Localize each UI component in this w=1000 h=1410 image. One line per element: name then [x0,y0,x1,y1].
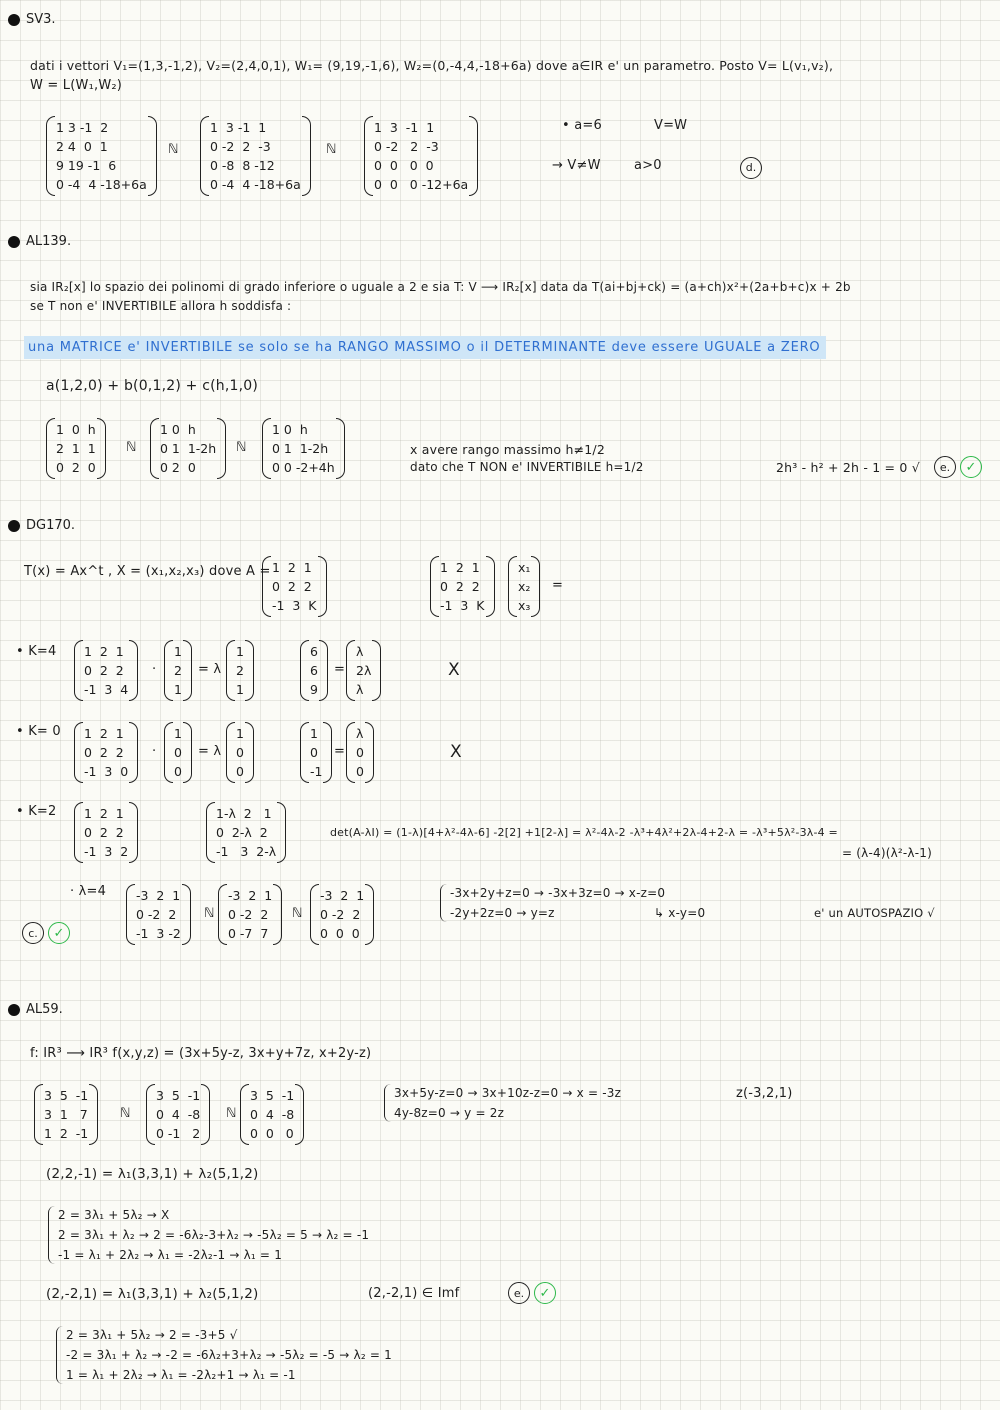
equivalence-symbol: ℕ [326,142,337,157]
equivalence-symbol: ℕ [204,906,215,921]
dg170-k4-label: • K=4 [16,644,57,659]
dg170-answer [22,922,70,944]
dg170-k2-matrix: 1 2 1 0 2 2 -1 3 2 [74,802,138,863]
dg170-l4-matrix-1: -3 2 1 0 -2 2 -1 3 -2 [126,884,191,945]
dg170-k0-rhs: λ 0 0 [346,722,374,783]
al59-matrix-2: 3 5 -1 0 4 -8 0 -1 2 [146,1084,210,1145]
al139-note-not-invertible: dato che T NON e' INVERTIBILE h=1/2 [410,460,644,474]
section-title-al139 [8,234,71,249]
sv3-statement-line2: W = L(W₁,W₂) [30,78,123,93]
title-text: AL59. [26,1002,63,1017]
answer-circle: e. [934,456,956,478]
al59-answer [508,1282,556,1304]
dg170-sys-3: ↳ x-y=0 [654,906,706,920]
answer-circle: e. [508,1282,530,1304]
al139-combination: a(1,2,0) + b(0,1,2) + c(h,1,0) [46,378,259,394]
dg170-l4-matrix-2: -3 2 1 0 -2 2 0 -7 7 [218,884,282,945]
sv3-note-a6: • a=6 [562,118,602,133]
dg170-matrix-A-copy: 1 2 1 0 2 2 -1 3 K [430,556,495,617]
sv3-matrix-3: 1 3 -1 1 0 -2 2 -3 0 0 0 0 0 0 0 -12+6a [364,116,478,196]
dg170-statement: T(x) = Ax^t , X = (x₁,x₂,x₃) dove A = [24,564,271,579]
equivalence-symbol: ℕ [292,906,303,921]
dg170-k0-vector-2: 1 0 0 [226,722,254,783]
al59-sys-1: 3x+5y-z=0 → 3x+10z-z=0 → x = -3z [394,1086,622,1100]
dg170-det-line1: det(A-λI) = (1-λ)[4+λ²-4λ-6] -2[2] +1[2-λ] = λ²-4λ-2 -λ³+4λ²+2λ-4+2-λ = -λ³+5λ²-3λ-4 = [330,826,838,839]
al139-note-rank: x avere rango massimo h≠1/2 [410,442,605,457]
dg170-k4-vector: 1 2 1 [164,640,192,701]
al59-s1-a: 2 = 3λ₁ + 5λ₂ → X [58,1208,170,1222]
dg170-matrix-A: 1 2 1 0 2 2 -1 3 K [262,556,327,617]
al59-matrix-3: 3 5 -1 0 4 -8 0 0 0 [240,1084,304,1145]
dg170-k2-lambda-matrix: 1-λ 2 1 0 2-λ 2 -1 3 2-λ [206,802,286,863]
bullet-dot-icon [8,1004,20,1016]
section-title-dg170 [8,518,75,533]
al59-kernel: z(-3,2,1) [736,1086,793,1101]
dg170-lambda4-label: · λ=4 [70,884,107,899]
al59-matrix-1: 3 5 -1 3 1 7 1 2 -1 [34,1084,98,1145]
dg170-k4-matrix: 1 2 1 0 2 2 -1 3 4 [74,640,138,701]
sv3-matrix-1: 1 3 -1 2 2 4 0 1 9 19 -1 6 0 -4 4 -18+6a [46,116,157,196]
equivalence-symbol: ℕ [120,1106,131,1121]
green-check-icon: ✓ [534,1282,556,1304]
equivalence-symbol: ℕ [226,1106,237,1121]
title-text: AL139. [26,234,72,249]
dg170-k4-result: 6 6 9 [300,640,328,701]
title-text: SV3. [26,12,56,27]
al59-s2-a: 2 = 3λ₁ + 5λ₂ → 2 = -3+5 √ [66,1328,238,1342]
dg170-vector-x: x₁ x₂ x₃ [508,556,540,617]
cross-mark: X [450,742,462,762]
al139-highlight-note: una MATRICE e' INVERTIBILE se solo se ha RANGO MASSIMO o il DETERMINANTE deve essere UGUALE a ZERO [24,336,826,359]
al139-statement-line2: se T non e' INVERTIBILE allora h soddisfa : [30,299,292,313]
dot-operator: · [152,662,157,677]
al59-comb-2: (2,-2,1) = λ₁(3,3,1) + λ₂(5,1,2) [46,1286,259,1302]
sv3-note-v-eq-w: V=W [654,118,688,133]
al139-statement-line1: sia IR₂[x] lo spazio dei polinomi di grado inferiore o uguale a 2 e sia T: V ⟶ IR₂[x] data da T(ai+bj+ck) = (a+ch)x²+(2a+b+c)x + 2b [30,280,851,294]
dg170-k0-result: 1 0 -1 [300,722,332,783]
equals-sign: = [334,662,346,677]
dg170-l4-matrix-3: -3 2 1 0 -2 2 0 0 0 [310,884,374,945]
answer-circle: d. [740,157,762,179]
sv3-statement-line1: dati i vettori V₁=(1,3,-1,2), V₂=(2,4,0,1), W₁= (9,19,-1,6), W₂=(0,-4,4,-18+6a) dove a∈IR e' un parametro. Posto V= L(v₁,v₂), [30,58,834,73]
system-brace [440,884,447,922]
al59-s2-c: 1 = λ₁ + 2λ₂ → λ₁ = -2λ₂+1 → λ₁ = -1 [66,1368,296,1382]
lambda-eq: = λ [198,744,222,759]
sv3-note-v-neq-w: → V≠W [552,158,601,173]
al59-imf: (2,-2,1) ∈ Imf [368,1286,460,1301]
al59-s1-b: 2 = 3λ₁ + λ₂ → 2 = -6λ₂-3+λ₂ → -5λ₂ = 5 → λ₂ = -1 [58,1228,370,1242]
dg170-k2-label: • K=2 [16,804,57,819]
dg170-k0-matrix: 1 2 1 0 2 2 -1 3 0 [74,722,138,783]
bullet-dot-icon [8,520,20,532]
dg170-sys-1: -3x+2y+z=0 → -3x+3z=0 → x-z=0 [450,886,666,900]
green-check-icon: ✓ [960,456,982,478]
equals-sign: = [334,744,346,759]
answer-circle: c. [22,922,44,944]
lambda-eq: = λ [198,662,222,677]
al139-answer [934,456,982,478]
title-text: DG170. [26,518,76,533]
dg170-k4-vector-2: 1 2 1 [226,640,254,701]
al139-matrix-3: 1 0 h 0 1 1-2h 0 0 -2+4h [262,418,345,479]
section-title-sv3 [8,12,56,27]
al59-sys-2: 4y-8z=0 → y = 2z [394,1106,505,1120]
bullet-dot-icon [8,14,20,26]
dg170-det-line2: = (λ-4)(λ²-λ-1) [842,846,932,860]
al59-statement: f: IR³ ⟶ IR³ f(x,y,z) = (3x+5y-z, 3x+y+7z, x+2y-z) [30,1046,372,1061]
bullet-dot-icon [8,236,20,248]
equivalence-symbol: ℕ [236,440,247,455]
al59-s2-b: -2 = 3λ₁ + λ₂ → -2 = -6λ₂+3+λ₂ → -5λ₂ = -5 → λ₂ = 1 [66,1348,392,1362]
dg170-k4-rhs: λ 2λ λ [346,640,381,701]
equals-sign: = [552,578,564,593]
section-title-al59 [8,1002,63,1017]
system-brace [48,1206,55,1264]
dg170-sys-2: -2y+2z=0 → y=z [450,906,555,920]
dg170-k0-vector: 1 0 0 [164,722,192,783]
green-check-icon: ✓ [48,922,70,944]
sv3-answer [740,156,762,179]
cross-mark: X [448,660,460,680]
dg170-autospazio: e' un AUTOSPAZIO √ [814,906,935,920]
equivalence-symbol: ℕ [168,142,179,157]
sv3-matrix-2: 1 3 -1 1 0 -2 2 -3 0 -8 8 -12 0 -4 4 -18+6a [200,116,311,196]
system-brace [56,1326,63,1384]
dot-operator: · [152,744,157,759]
system-brace [384,1084,391,1122]
al59-s1-c: -1 = λ₁ + 2λ₂ → λ₁ = -2λ₂-1 → λ₁ = 1 [58,1248,283,1262]
al139-matrix-2: 1 0 h 0 1 1-2h 0 2 0 [150,418,226,479]
al139-matrix-1: 1 0 h 2 1 1 0 2 0 [46,418,106,479]
sv3-note-a-gt-0: a>0 [634,158,662,173]
al139-polynomial: 2h³ - h² + 2h - 1 = 0 √ [776,460,920,475]
al59-comb-1: (2,2,-1) = λ₁(3,3,1) + λ₂(5,1,2) [46,1166,259,1182]
dg170-k0-label: • K= 0 [16,724,61,739]
equivalence-symbol: ℕ [126,440,137,455]
